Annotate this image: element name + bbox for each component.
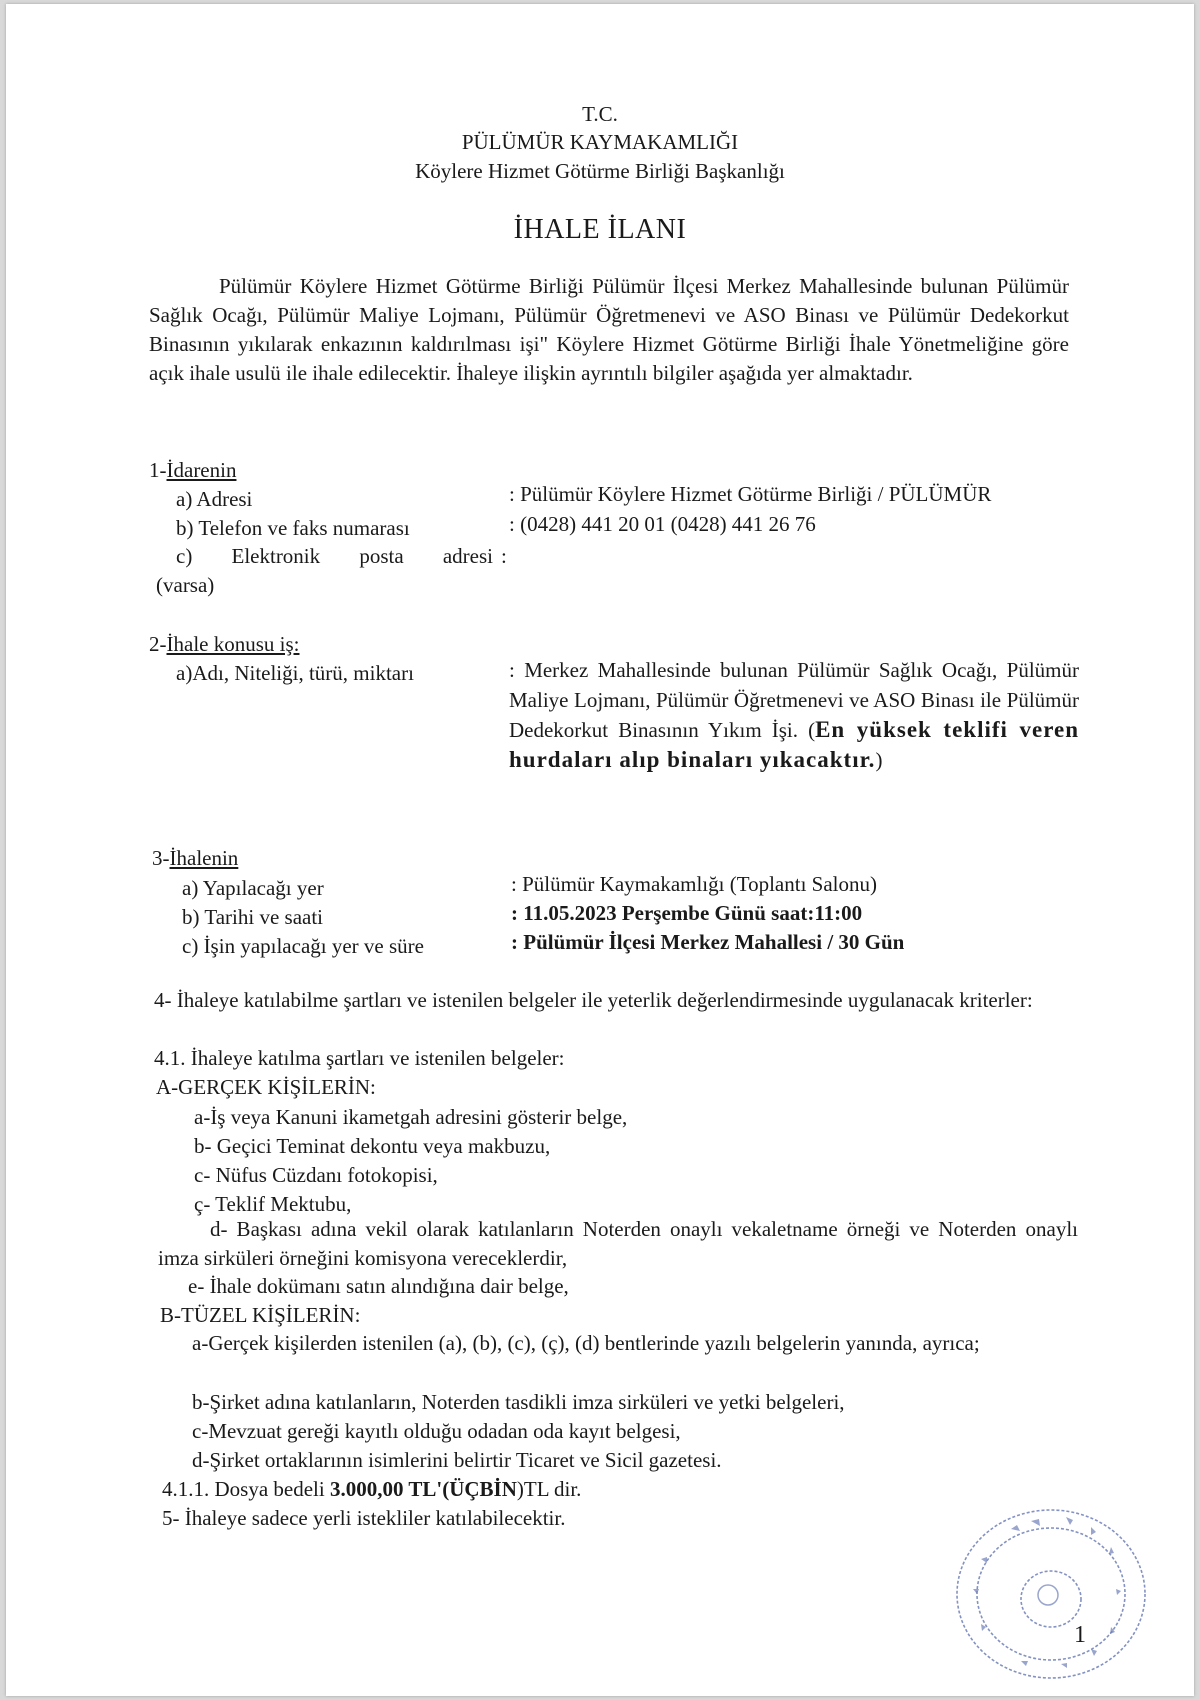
section4-fee: 4.1.1. Dosya bedeli 3.000,00 TL'(ÜÇBİN)TL dir. <box>162 1477 582 1501</box>
section4-a-heading: A-GERÇEK KİŞİLERİN: <box>156 1075 376 1099</box>
section1-a-label: a) Adresi <box>176 487 253 511</box>
section4-sub: 4.1. İhaleye katılma şartları ve istenilen belgeler: <box>154 1046 565 1070</box>
section4-b-item: b-Şirket adına katılanların, Noterden tasdikli imza sirküleri ve yetki belgeleri, <box>192 1390 845 1414</box>
section3-heading: 3-İhalenin <box>152 846 239 870</box>
header-institution: PÜLÜMÜR KAYMAKAMLIĞI <box>461 130 739 154</box>
document-title: İHALE İLANI <box>513 214 687 245</box>
section2-a-value: : Merkez Mahallesinde bulunan Pülümür Sağlık Ocağı, Pülümür Maliye Lojmanı, Pülümür Öğretmenevi ve ASO Binası ile Pülümür Dedekorkut Binasının Yıkım İşi. (En yüksek teklifi veren hurdaları alıp binaları yıkacaktır.) <box>509 658 1079 772</box>
section4-a-item: c- Nüfus Cüzdanı fotokopisi, <box>194 1163 438 1187</box>
section1-c-label: c) Elektronik posta adresi <box>176 544 493 568</box>
section3-c-value: : Pülümür İlçesi Merkez Mahallesi / 30 Gün <box>511 930 905 954</box>
official-seal-icon <box>951 1499 1151 1684</box>
section4-a-item: a-İş veya Kanuni ikametgah adresini gösterir belge, <box>194 1105 628 1129</box>
header-unit: Köylere Hizmet Götürme Birliği Başkanlığı <box>415 159 785 183</box>
section4-a-item: b- Geçici Teminat dekontu veya makbuzu, <box>194 1134 551 1158</box>
section4-b-heading: B-TÜZEL KİŞİLERİN: <box>160 1303 361 1327</box>
section3-a-value: : Pülümür Kaymakamlığı (Toplantı Salonu) <box>511 872 877 896</box>
section2-heading: 2-İhale konusu iş: <box>149 632 300 656</box>
section4-intro: 4- İhaleye katılabilme şartları ve istenilen belgeler ile yeterlik değerlendirmesinde uygulanacak kriterler: <box>154 988 1033 1012</box>
section4-a-item: ç- Teklif Mektubu, <box>194 1192 352 1216</box>
page-number: 1 <box>1074 1622 1086 1648</box>
header-tc: T.C. <box>582 102 618 126</box>
section1-b-value: : (0428) 441 20 01 (0428) 441 26 76 <box>509 512 816 536</box>
section4-b-item: d-Şirket ortaklarının isimlerini belirtir Ticaret ve Sicil gazetesi. <box>192 1448 722 1472</box>
document-page <box>6 4 1194 1696</box>
section4-b-item: c-Mevzuat gereği kayıtlı olduğu odadan oda kayıt belgesi, <box>192 1419 681 1443</box>
section1-c-colon: : <box>501 544 507 568</box>
section4-a-e: e- İhale dokümanı satın alındığına dair belge, <box>188 1274 569 1298</box>
section4-a-d: d- Başkası adına vekil olarak katılanların Noterden onaylı vekaletname örneği ve Noterden onaylı imza sirküleri örneğini komisyona vereceklerdir, <box>158 1217 1078 1270</box>
section4-b-a: a-Gerçek kişilerden istenilen (a), (b), (c), (ç), (d) bentlerinde yazılı belgelerin yanında, ayrıca; <box>192 1331 980 1355</box>
section3-b-value: : 11.05.2023 Perşembe Günü saat:11:00 <box>511 901 863 925</box>
section1-a-value: : Pülümür Köylere Hizmet Götürme Birliği / PÜLÜMÜR <box>509 482 992 506</box>
section3-a-label: a) Yapılacağı yer <box>182 876 324 900</box>
intro-paragraph: Pülümür Köylere Hizmet Götürme Birliği Pülümür İlçesi Merkez Mahallesinde bulunan Pülümür Sağlık Ocağı, Pülümür Maliye Lojmanı, Pülümür Öğretmenevi ve ASO Binası ve Pülümür Dedekorkut Binasının yıkılarak enkazının kaldırılması işi" Köylere Hizmet Götürme Birliği İhale Yönetmeliğine göre açık ihale usulü ile ihale edilecektir. İhaleye ilişkin ayrıntılı bilgiler aşağıda yer almaktadır. <box>149 274 1069 385</box>
section3-b-label: b) Tarihi ve saati <box>182 905 324 929</box>
section1-b-label: b) Telefon ve faks numarası <box>176 516 410 540</box>
section2-a-label: a)Adı, Niteliği, türü, miktarı <box>176 661 414 685</box>
section3-c-label: c) İşin yapılacağı yer ve süre <box>182 934 424 958</box>
section1-c-label2: (varsa) <box>156 573 215 597</box>
section1-heading: 1-İdarenin <box>149 458 237 482</box>
section5: 5- İhaleye sadece yerli istekliler katılabilecektir. <box>162 1506 566 1530</box>
